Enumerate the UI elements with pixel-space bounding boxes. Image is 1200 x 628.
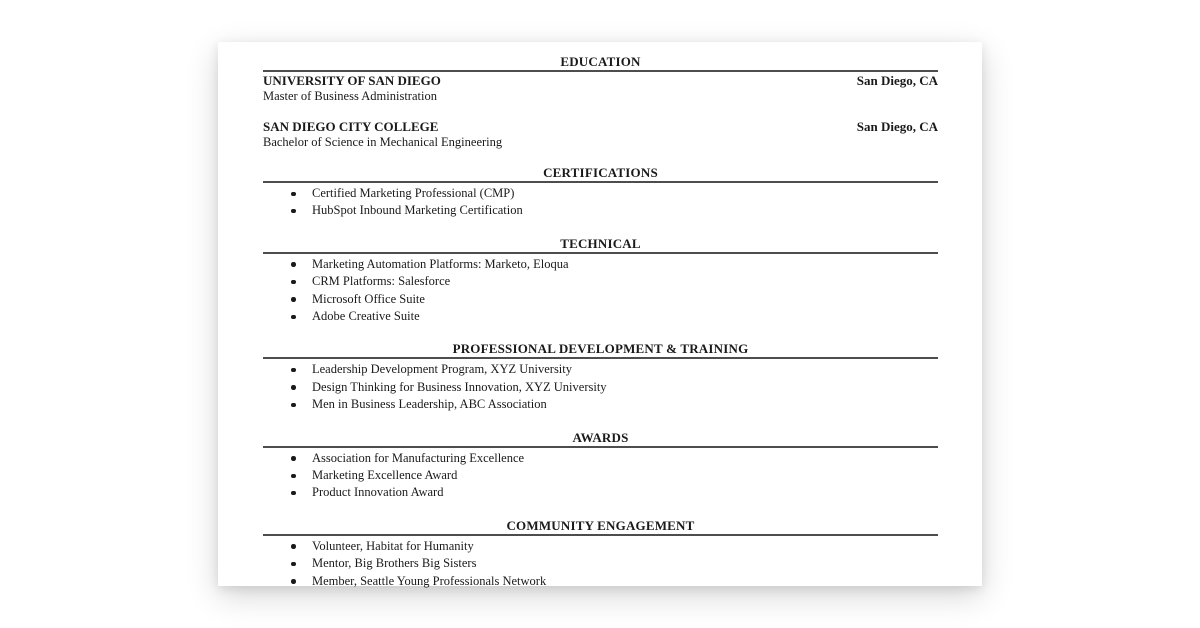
bullet-list	[263, 185, 938, 220]
bullet-item: Association for Manufacturing Excellence	[290, 450, 938, 467]
bullet-item: Adobe Creative Suite	[290, 308, 938, 325]
bullet-item: Marketing Excellence Award	[290, 467, 938, 484]
degree-detail: Master of Business Administration	[263, 88, 437, 103]
bullet-item: Leadership Development Program, XYZ University	[290, 361, 938, 378]
education-name-row	[263, 74, 938, 89]
resume-section-education	[263, 55, 938, 149]
bullet-item: Product Innovation Award	[290, 484, 938, 501]
section-title: TECHNICAL	[263, 237, 938, 254]
bullet-item: Volunteer, Habitat for Humanity	[290, 538, 938, 555]
school-name: UNIVERSITY OF SAN DIEGO	[263, 73, 441, 88]
resume-section-technical	[263, 237, 938, 326]
bullet-item: Men in Business Leadership, ABC Association	[290, 396, 938, 413]
school-location: San Diego, CA	[856, 73, 938, 88]
resume-page	[218, 42, 982, 586]
education-entry	[263, 74, 938, 103]
bullet-list	[263, 450, 938, 502]
bullet-item: Certified Marketing Professional (CMP)	[290, 185, 938, 202]
resume-section-awards	[263, 431, 938, 502]
section-title: CERTIFICATIONS	[263, 166, 938, 183]
bullet-item: HubSpot Inbound Marketing Certification	[290, 202, 938, 219]
resume-section-certifications	[263, 166, 938, 220]
bullet-list	[263, 256, 938, 326]
school-location: San Diego, CA	[856, 119, 938, 134]
bullet-item: Member, Seattle Young Professionals Network	[290, 573, 938, 590]
bullet-item: Mentor, Big Brothers Big Sisters	[290, 555, 938, 572]
school-name: SAN DIEGO CITY COLLEGE	[263, 119, 439, 134]
section-title: EDUCATION	[263, 55, 938, 72]
education-name-row	[263, 120, 938, 135]
bullet-item: Marketing Automation Platforms: Marketo, Eloqua	[290, 256, 938, 273]
bullet-item: CRM Platforms: Salesforce	[290, 273, 938, 290]
bullet-item: Design Thinking for Business Innovation, XYZ University	[290, 379, 938, 396]
section-title: AWARDS	[263, 431, 938, 448]
resume-section-professional-development-training	[263, 342, 938, 413]
section-title: PROFESSIONAL DEVELOPMENT & TRAINING	[263, 342, 938, 359]
resume-sections	[263, 55, 938, 590]
bullet-list	[263, 361, 938, 413]
section-title: COMMUNITY ENGAGEMENT	[263, 519, 938, 536]
education-entry	[263, 120, 938, 149]
resume-section-community-engagement	[263, 519, 938, 590]
bullet-list	[263, 538, 938, 590]
bullet-item: Microsoft Office Suite	[290, 291, 938, 308]
degree-detail: Bachelor of Science in Mechanical Engineering	[263, 134, 503, 149]
